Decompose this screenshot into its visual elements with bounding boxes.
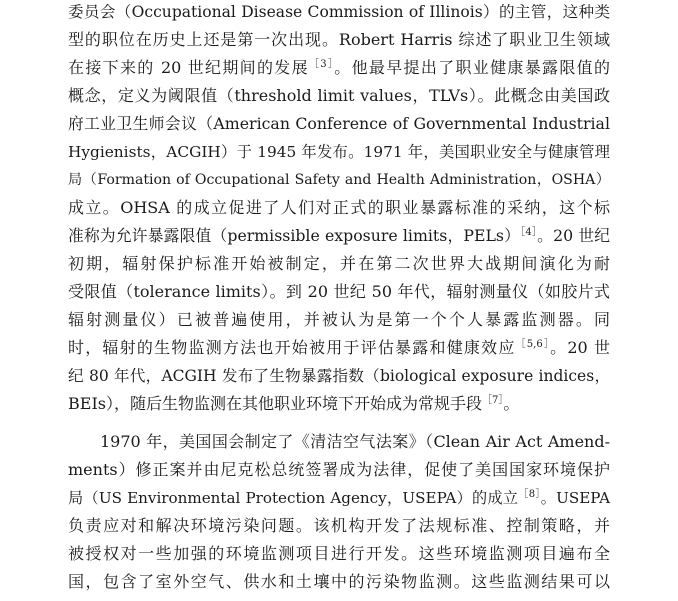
text-line: 1970 年，美国国会制定了《清洁空气法案》（Clean Air Act Amend-	[100, 432, 610, 451]
text-line: 概念，定义为阈限值（threshold limit values，TLVs）。此概念由美国政	[68, 86, 610, 105]
text-line: 国，包含了室外空气、供水和土壤中的污染物监测。这些监测结果可以	[68, 572, 610, 591]
text-line: 初期，辐射保护标准开始被制定，并在第二次世界大战期间演化为耐	[68, 254, 610, 273]
text-line: 受限值（tolerance limits）。到 20 世纪 50 年代，辐射测量仪（如胶片式	[68, 282, 610, 301]
text-line: Hygienists，ACGIH）于 1945 年发布。1971 年，美国职业安全与健康管理	[68, 143, 610, 161]
text-line: 准称为允许暴露限值（permissible exposure limits，PELs）$^{[4]}$。20 世纪	[68, 226, 610, 245]
citation-ref[interactable]: ［8］	[518, 489, 541, 500]
text-line: 局（US Environmental Protection Agency，USEPA）的成立$^{[8]}$。USEPA	[68, 489, 610, 507]
text-line: 局（Formation of Occupational Safety and Health Administration，OSHA）	[68, 172, 610, 188]
text-line: BEIs），随后生物监测在其他职业环境下开始成为常规手段$^{[7]}$。	[68, 394, 520, 413]
text-line: 时，辐射的生物监测方法也开始被用于评估暴露和健康效应$^{[5,6]}$。20 世	[68, 338, 610, 357]
text-line: 被授权对一些加强的环境监测项目进行开发。这些环境监测项目遍布全	[68, 544, 610, 563]
citation-ref[interactable]: ［3］	[308, 59, 335, 70]
text-line: 负责应对和解决环境污染问题。该机构开发了法规标准、控制策略，并	[68, 516, 610, 535]
text-line: 型的职位在历史上还是第一次出现。Robert Harris 综述了职业卫生领域	[68, 30, 610, 49]
citation-ref[interactable]: ［7］	[481, 395, 504, 406]
text-line: 委员会（Occupational Disease Commission of Illinois）的主管，这种类	[68, 3, 610, 21]
text-line: ments）修正案并由尼克松总统签署成为法律，促使了美国国家环境保护	[68, 460, 610, 479]
text-line: 辐射测量仪）已被普遍使用，并被认为是第一个个人暴露监测器。同	[68, 310, 610, 329]
text-line: 在接下来的 20 世纪期间的发展$^{[3]}$。他最早提出了职业健康暴露限值的	[68, 58, 610, 77]
citation-ref[interactable]: ［5,6］	[515, 339, 551, 350]
text-line: 成立。OHSA 的成立促进了人们对正式的职业暴露标准的采纳，这个标	[68, 198, 610, 217]
citation-ref[interactable]: ［4］	[520, 227, 538, 238]
text-line: 府工业卫生师会议（American Conference of Governmental Industrial	[68, 114, 610, 133]
text-line: 纪 80 年代，ACGIH 发布了生物暴露指数（biological exposure indices，	[68, 367, 610, 385]
